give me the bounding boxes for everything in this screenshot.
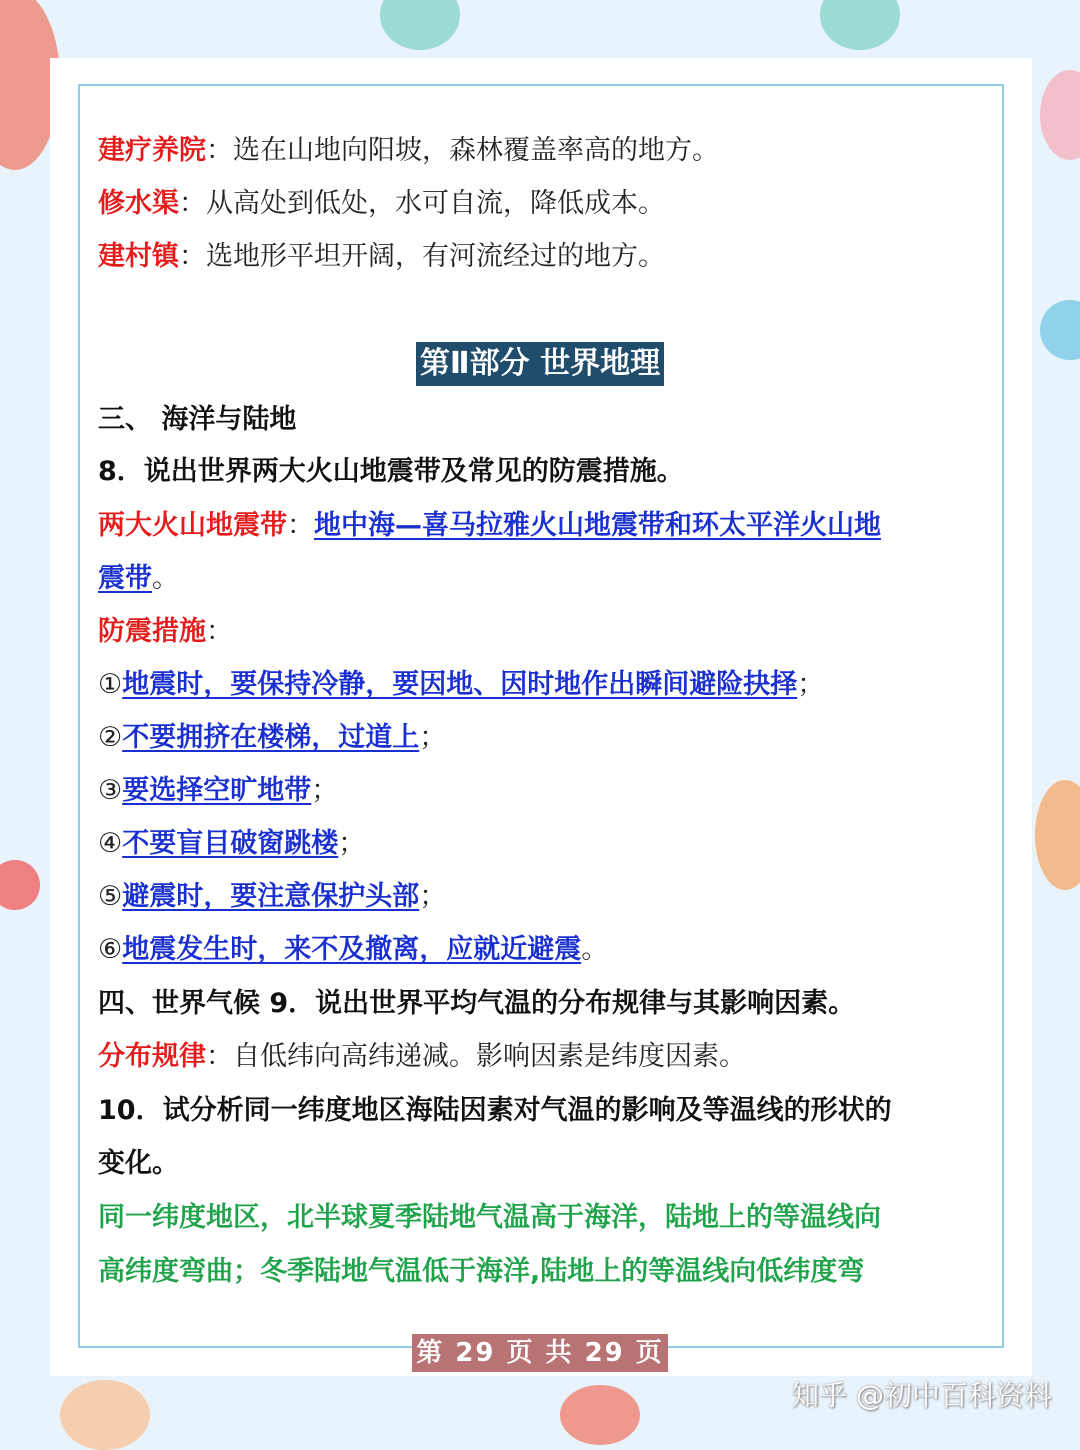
measure-num: ② <box>98 722 123 753</box>
measure-end: ； <box>419 722 447 753</box>
page-number: 第 29 页 共 29 页 <box>412 1334 668 1372</box>
belts-line-1 <box>98 506 988 546</box>
measure-item <box>98 930 988 970</box>
section-title-text: 第Ⅱ部分 世界地理 <box>416 342 664 386</box>
measure-item <box>98 877 988 917</box>
distribution-text: ：自低纬向高纬递减。影响因素是纬度因素。 <box>206 1041 746 1072</box>
belts-answer-2: 震带 <box>98 563 152 594</box>
line-village <box>98 237 988 277</box>
measures-colon: ： <box>206 616 233 647</box>
line-canal <box>98 184 988 224</box>
measure-item <box>98 824 988 864</box>
decor-bird-top-right <box>820 0 900 50</box>
measures-heading <box>98 612 988 652</box>
measure-text: 避震时，要注意保护头部 <box>122 881 420 912</box>
answer-10-line-2: 高纬度弯曲；冬季陆地气温低于海洋,陆地上的等温线向低纬度弯 <box>98 1256 865 1287</box>
measure-end: ； <box>797 669 825 700</box>
page-footer <box>0 1334 1080 1372</box>
decor-icecream-right <box>1035 780 1080 890</box>
belts-answer-1: 地中海—喜马拉雅火山地震带和环太平洋火山地 <box>314 510 881 541</box>
heading-3: 三、 海洋与陆地 <box>98 404 297 435</box>
text-village: ：选地形平坦开阔，有河流经过的地方。 <box>179 241 665 272</box>
text-sanatorium: ：选在山地向阳坡，森林覆盖率高的地方。 <box>206 135 719 166</box>
measures-label: 防震措施 <box>98 616 206 647</box>
answer-10-line-1: 同一纬度地区，北半球夏季陆地气温高于海洋，陆地上的等温线向 <box>98 1202 881 1233</box>
measure-end: ； <box>338 828 366 859</box>
heading-4: 四、世界气候 9．说出世界平均气温的分布规律与其影响因素。 <box>98 988 856 1019</box>
decor-cupcake-right <box>1040 70 1080 160</box>
measure-item <box>98 665 988 705</box>
distribution-label: 分布规律 <box>98 1041 206 1072</box>
measure-end: ； <box>311 775 339 806</box>
measure-num: ⑥ <box>98 934 123 965</box>
text-canal: ：从高处到低处，水可自流，降低成本。 <box>179 188 665 219</box>
measure-num: ⑤ <box>98 881 123 912</box>
measure-text: 地震时，要保持冷静，要因地、因时地作出瞬间避险抉择 <box>122 669 798 700</box>
label-village: 建村镇 <box>98 241 179 272</box>
measure-text: 要选择空旷地带 <box>122 775 312 806</box>
measure-item <box>98 718 988 758</box>
section-title <box>0 342 1080 386</box>
label-sanatorium: 建疗养院 <box>98 135 206 166</box>
measure-text: 地震发生时，来不及撤离，应就近避震 <box>122 934 582 965</box>
belts-colon: ： <box>287 510 314 541</box>
belts-line-2 <box>98 559 988 599</box>
watermark: 知乎 @初中百科资料 <box>791 1379 1052 1412</box>
decor-heart-left <box>0 860 40 910</box>
label-canal: 修水渠 <box>98 188 179 219</box>
measure-text: 不要拥挤在楼梯，过道上 <box>122 722 420 753</box>
measure-end: ； <box>419 881 447 912</box>
measure-num: ③ <box>98 775 123 806</box>
measure-text: 不要盲目破窗跳楼 <box>122 828 339 859</box>
belts-end: 。 <box>152 563 179 594</box>
measure-end: 。 <box>581 934 609 965</box>
decor-bottom-right <box>560 1385 640 1445</box>
question-10-line-1: 10．试分析同一纬度地区海陆因素对气温的影响及等温线的形状的 <box>98 1095 892 1126</box>
question-10-line-2: 变化。 <box>98 1148 179 1179</box>
belts-label: 两大火山地震带 <box>98 510 287 541</box>
measure-num: ① <box>98 669 123 700</box>
question-8: 8．说出世界两大火山地震带及常见的防震措施。 <box>98 456 684 487</box>
decor-bird-top <box>380 0 460 50</box>
measure-num: ④ <box>98 828 123 859</box>
line-sanatorium <box>98 131 988 171</box>
measure-item <box>98 771 988 811</box>
distribution-line <box>98 1037 988 1077</box>
